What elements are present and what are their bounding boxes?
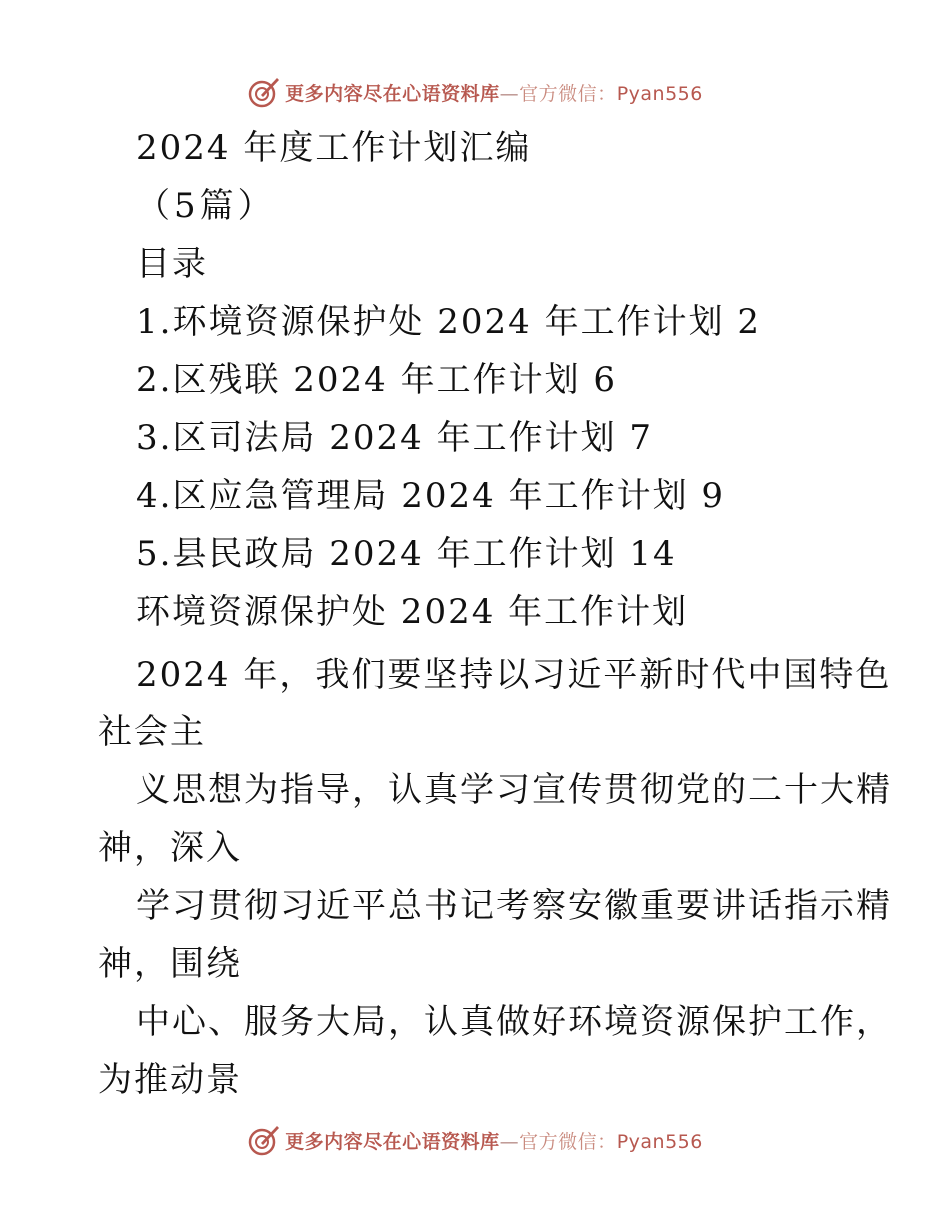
paragraph-line: 社会主 (98, 712, 206, 752)
watermark-text (285, 1127, 703, 1154)
toc-item: 1.环境资源保护处 2024 年工作计划 2 (136, 302, 762, 342)
paragraph-line: 中心、服务大局，认真做好环境资源保护工作， (136, 1002, 892, 1042)
paragraph-line: 义思想为指导，认真学习宣传贯彻党的二十大精 (136, 770, 892, 810)
toc-item: 3.区司法局 2024 年工作计划 7 (136, 418, 654, 458)
watermark-banner-top (0, 72, 950, 112)
toc-item: 4.区应急管理局 2024 年工作计划 9 (136, 476, 726, 516)
paragraph-line: 学习贯彻习近平总书记考察安徽重要讲话指示精 (136, 886, 892, 926)
watermark-wechat-id: Pyan556 (616, 1130, 703, 1153)
document-subtitle: （5篇） (136, 186, 276, 226)
watermark-banner-bottom (0, 1120, 950, 1160)
watermark-brand: 更多内容尽在心语资料库 (285, 82, 500, 105)
document-title: 2024 年度工作计划汇编 (136, 128, 532, 168)
watermark-wechat-label: 官方微信： (519, 1130, 617, 1153)
quill-logo-icon (247, 75, 281, 109)
paragraph-line: 神，深入 (98, 828, 242, 868)
watermark-text (285, 79, 703, 106)
paragraph-line: 为推动景 (98, 1060, 242, 1100)
toc-item: 5.县民政局 2024 年工作计划 14 (136, 534, 677, 574)
toc-heading: 目录 (136, 244, 208, 284)
toc-item: 2.区残联 2024 年工作计划 6 (136, 360, 618, 400)
watermark-separator: — (499, 82, 520, 105)
watermark-wechat-id: Pyan556 (616, 82, 703, 105)
watermark-wechat-label: 官方微信： (519, 82, 617, 105)
paragraph-line: 神，围绕 (98, 944, 242, 984)
watermark-separator: — (499, 1130, 520, 1153)
paragraph-line: 2024 年，我们要坚持以习近平新时代中国特色 (136, 655, 892, 695)
quill-logo-icon (247, 1123, 281, 1157)
watermark-brand: 更多内容尽在心语资料库 (285, 1130, 500, 1153)
section-title: 环境资源保护处 2024 年工作计划 (136, 592, 689, 632)
